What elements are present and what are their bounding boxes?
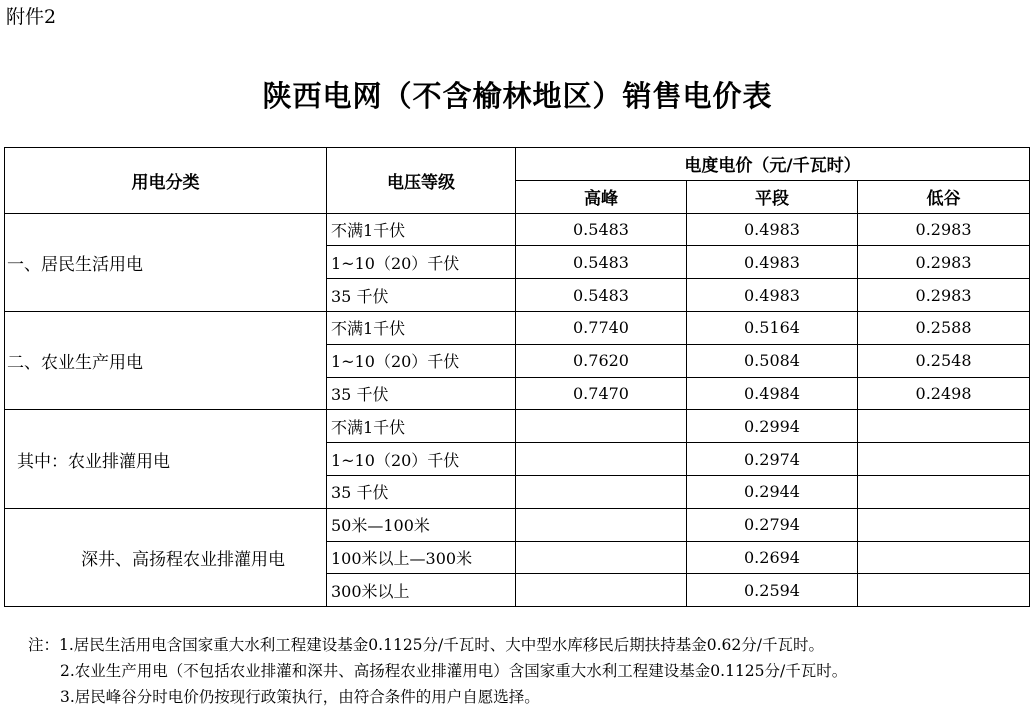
flat-cell: 0.4983 <box>687 246 858 279</box>
flat-cell: 0.4983 <box>687 213 858 246</box>
flat-cell: 0.2994 <box>687 410 858 443</box>
notes-prefix: 注： <box>28 636 60 654</box>
peak-cell: 0.7740 <box>516 311 687 344</box>
peak-cell: 0.5483 <box>516 246 687 279</box>
peak-cell: 0.7620 <box>516 344 687 377</box>
voltage-cell: 35 千伏 <box>327 377 516 410</box>
flat-cell: 0.2594 <box>687 574 858 607</box>
valley-cell: 0.2983 <box>858 213 1030 246</box>
document-title: 陕西电网（不含榆林地区）销售电价表 <box>262 79 773 113</box>
voltage-cell: 1~10（20）千伏 <box>327 246 516 279</box>
voltage-cell: 不满1千伏 <box>327 410 516 443</box>
valley-cell <box>858 541 1030 574</box>
valley-cell: 0.2498 <box>858 377 1030 410</box>
header-valley: 低谷 <box>858 180 1030 213</box>
header-voltage: 电压等级 <box>327 148 516 214</box>
table-row <box>5 508 1030 541</box>
peak-cell: 0.5483 <box>516 279 687 312</box>
flat-cell: 0.2794 <box>687 508 858 541</box>
flat-cell: 0.4983 <box>687 279 858 312</box>
valley-cell <box>858 574 1030 607</box>
peak-cell: 0.5483 <box>516 213 687 246</box>
table-row <box>5 410 1030 443</box>
flat-cell: 0.2694 <box>687 541 858 574</box>
price-table <box>4 147 1030 607</box>
header-category: 用电分类 <box>5 148 327 214</box>
category-cell: 一、居民生活用电 <box>5 213 327 311</box>
note-item: 1.居民生活用电含国家重大水利工程建设基金0.1125分/千瓦时、大中型水库移民后期扶持基金0.62分/千瓦时。 <box>59 636 824 654</box>
flat-cell: 0.2944 <box>687 475 858 508</box>
attachment-label: 附件2 <box>6 6 57 28</box>
note-item: 3.居民峰谷分时电价仍按现行政策执行，由符合条件的用户自愿选择。 <box>60 688 540 706</box>
voltage-cell: 不满1千伏 <box>327 213 516 246</box>
voltage-cell: 300米以上 <box>327 574 516 607</box>
peak-cell: 0.7470 <box>516 377 687 410</box>
peak-cell <box>516 475 687 508</box>
peak-cell <box>516 574 687 607</box>
peak-cell <box>516 443 687 476</box>
voltage-cell: 不满1千伏 <box>327 311 516 344</box>
category-cell: 二、农业生产用电 <box>5 311 327 409</box>
peak-cell <box>516 508 687 541</box>
valley-cell: 0.2983 <box>858 246 1030 279</box>
valley-cell <box>858 508 1030 541</box>
peak-cell <box>516 541 687 574</box>
valley-cell: 0.2548 <box>858 344 1030 377</box>
peak-cell <box>516 410 687 443</box>
flat-cell: 0.2974 <box>687 443 858 476</box>
voltage-cell: 50米—100米 <box>327 508 516 541</box>
valley-cell <box>858 475 1030 508</box>
voltage-cell: 35 千伏 <box>327 475 516 508</box>
valley-cell <box>858 410 1030 443</box>
flat-cell: 0.5084 <box>687 344 858 377</box>
note-row <box>28 658 847 684</box>
flat-cell: 0.4984 <box>687 377 858 410</box>
voltage-cell: 35 千伏 <box>327 279 516 312</box>
table-row <box>5 213 1030 246</box>
header-row-1 <box>5 148 1030 181</box>
valley-cell: 0.2588 <box>858 311 1030 344</box>
header-price-group: 电度电价（元/千瓦时） <box>516 148 1030 181</box>
category-cell: 其中：农业排灌用电 <box>5 410 327 508</box>
notes <box>28 632 847 710</box>
valley-cell <box>858 443 1030 476</box>
voltage-cell: 1~10（20）千伏 <box>327 443 516 476</box>
header-flat: 平段 <box>687 180 858 213</box>
flat-cell: 0.5164 <box>687 311 858 344</box>
note-row <box>28 684 847 710</box>
table-row <box>5 311 1030 344</box>
note-item: 2.农业生产用电（不包括农业排灌和深井、高扬程农业排灌用电）含国家重大水利工程建设基金0.1125分/千瓦时。 <box>60 662 848 680</box>
valley-cell: 0.2983 <box>858 279 1030 312</box>
header-peak: 高峰 <box>516 180 687 213</box>
voltage-cell: 100米以上—300米 <box>327 541 516 574</box>
voltage-cell: 1~10（20）千伏 <box>327 344 516 377</box>
category-cell: 深井、高扬程农业排灌用电 <box>5 508 327 606</box>
note-row <box>28 632 847 658</box>
